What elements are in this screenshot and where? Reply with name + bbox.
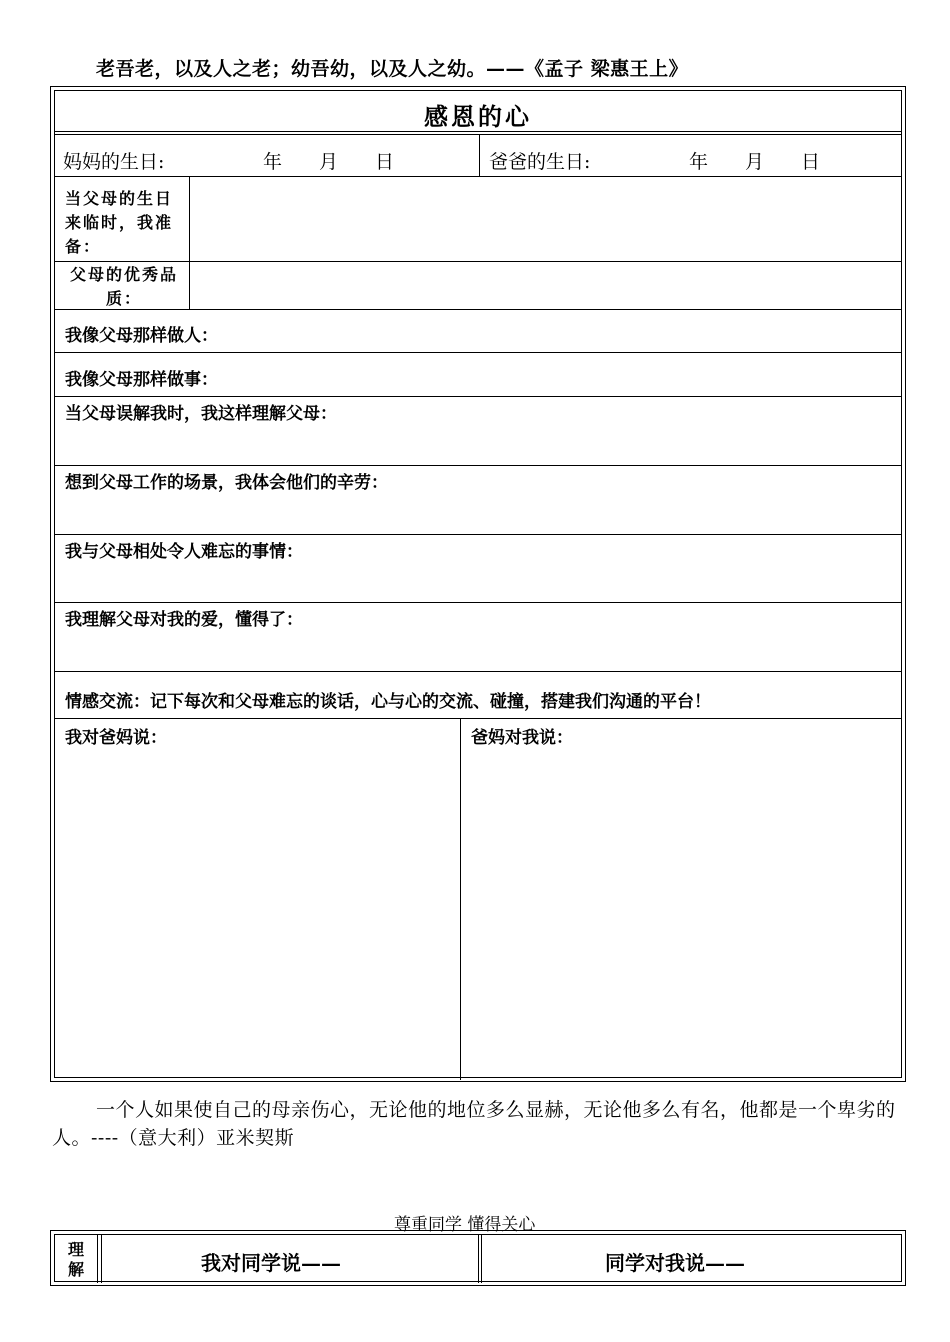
understanding-side-label: 理解 [67, 1240, 84, 1279]
row-work-field[interactable] [55, 353, 901, 396]
divider [460, 718, 461, 1080]
divider [55, 671, 901, 672]
divider [481, 1235, 482, 1283]
row-love-field[interactable] [55, 603, 901, 671]
prepare-label: 当父母的生日来临时，我准备： [65, 189, 174, 256]
understanding-table [50, 1230, 906, 1286]
row-memorable-label: 我与父母相处令人难忘的事情： [65, 542, 303, 562]
father-birthday-field[interactable] [603, 135, 899, 175]
mother-birthday-field[interactable] [175, 135, 475, 175]
father-birthday-label: 爸爸的生日: [489, 151, 591, 173]
father-birthday-day: 日 [801, 151, 821, 173]
classmates-to-me-field[interactable] [483, 1235, 901, 1283]
form-title: 感恩的心 [424, 102, 532, 131]
row-conduct-label: 我像父母那样做人： [65, 326, 218, 346]
bottom-quote: 一个人如果使自己的母亲伤心，无论他的地位多么显赫，无论他多么有名，他都是一个卑劣的人。----（意大利）亚米契斯 [52, 1099, 896, 1149]
mother-birthday-year: 年 [263, 151, 283, 173]
father-birthday-year: 年 [689, 151, 709, 173]
section2-caption: 尊重同学 懂得关心 [394, 1215, 536, 1235]
gratitude-form-inner [54, 90, 902, 1078]
mother-birthday-month: 月 [319, 151, 339, 173]
qualities-label: 父母的优秀品质： [69, 265, 178, 308]
divider [101, 1235, 102, 1283]
parents-to-me-label: 爸妈对我说： [471, 728, 573, 748]
divider [189, 176, 190, 310]
row-memorable-field[interactable] [55, 535, 901, 602]
parents-to-me-field[interactable] [462, 746, 902, 1076]
divider [97, 1235, 98, 1283]
father-birthday-month: 月 [745, 151, 765, 173]
me-to-parents-field[interactable] [55, 746, 459, 1076]
row-conduct-field[interactable] [55, 310, 901, 352]
me-to-classmates-field[interactable] [103, 1235, 477, 1283]
divider [478, 1235, 479, 1283]
divider [55, 718, 901, 719]
row-misunderstanding-label: 当父母误解我时，我这样理解父母： [65, 404, 337, 424]
row-misunderstanding-field[interactable] [55, 397, 901, 465]
understanding-table-inner [54, 1234, 902, 1282]
mother-birthday-day: 日 [375, 151, 395, 173]
gratitude-form [50, 86, 906, 1082]
qualities-field[interactable] [191, 262, 901, 309]
divider [479, 134, 480, 176]
prepare-field[interactable] [191, 177, 901, 261]
classmates-to-me-label: 同学对我说—— [605, 1251, 745, 1275]
me-to-parents-label: 我对爸妈说： [65, 728, 167, 748]
mother-birthday-label: 妈妈的生日: [63, 151, 165, 173]
exchange-heading: 情感交流：记下每次和父母难忘的谈话，心与心的交流、碰撞，搭建我们沟通的平台！ [65, 692, 711, 712]
row-hardship-label: 想到父母工作的场景，我体会他们的辛劳： [65, 473, 388, 493]
row-work-label: 我像父母那样做事： [65, 370, 218, 390]
divider [55, 131, 901, 132]
row-hardship-field[interactable] [55, 466, 901, 534]
row-love-label: 我理解父母对我的爱，懂得了： [65, 610, 303, 630]
me-to-classmates-label: 我对同学说—— [201, 1251, 341, 1275]
header-quote: 老吾老，以及人之老；幼吾幼，以及人之幼。——《孟子 梁惠王上》 [96, 58, 689, 80]
